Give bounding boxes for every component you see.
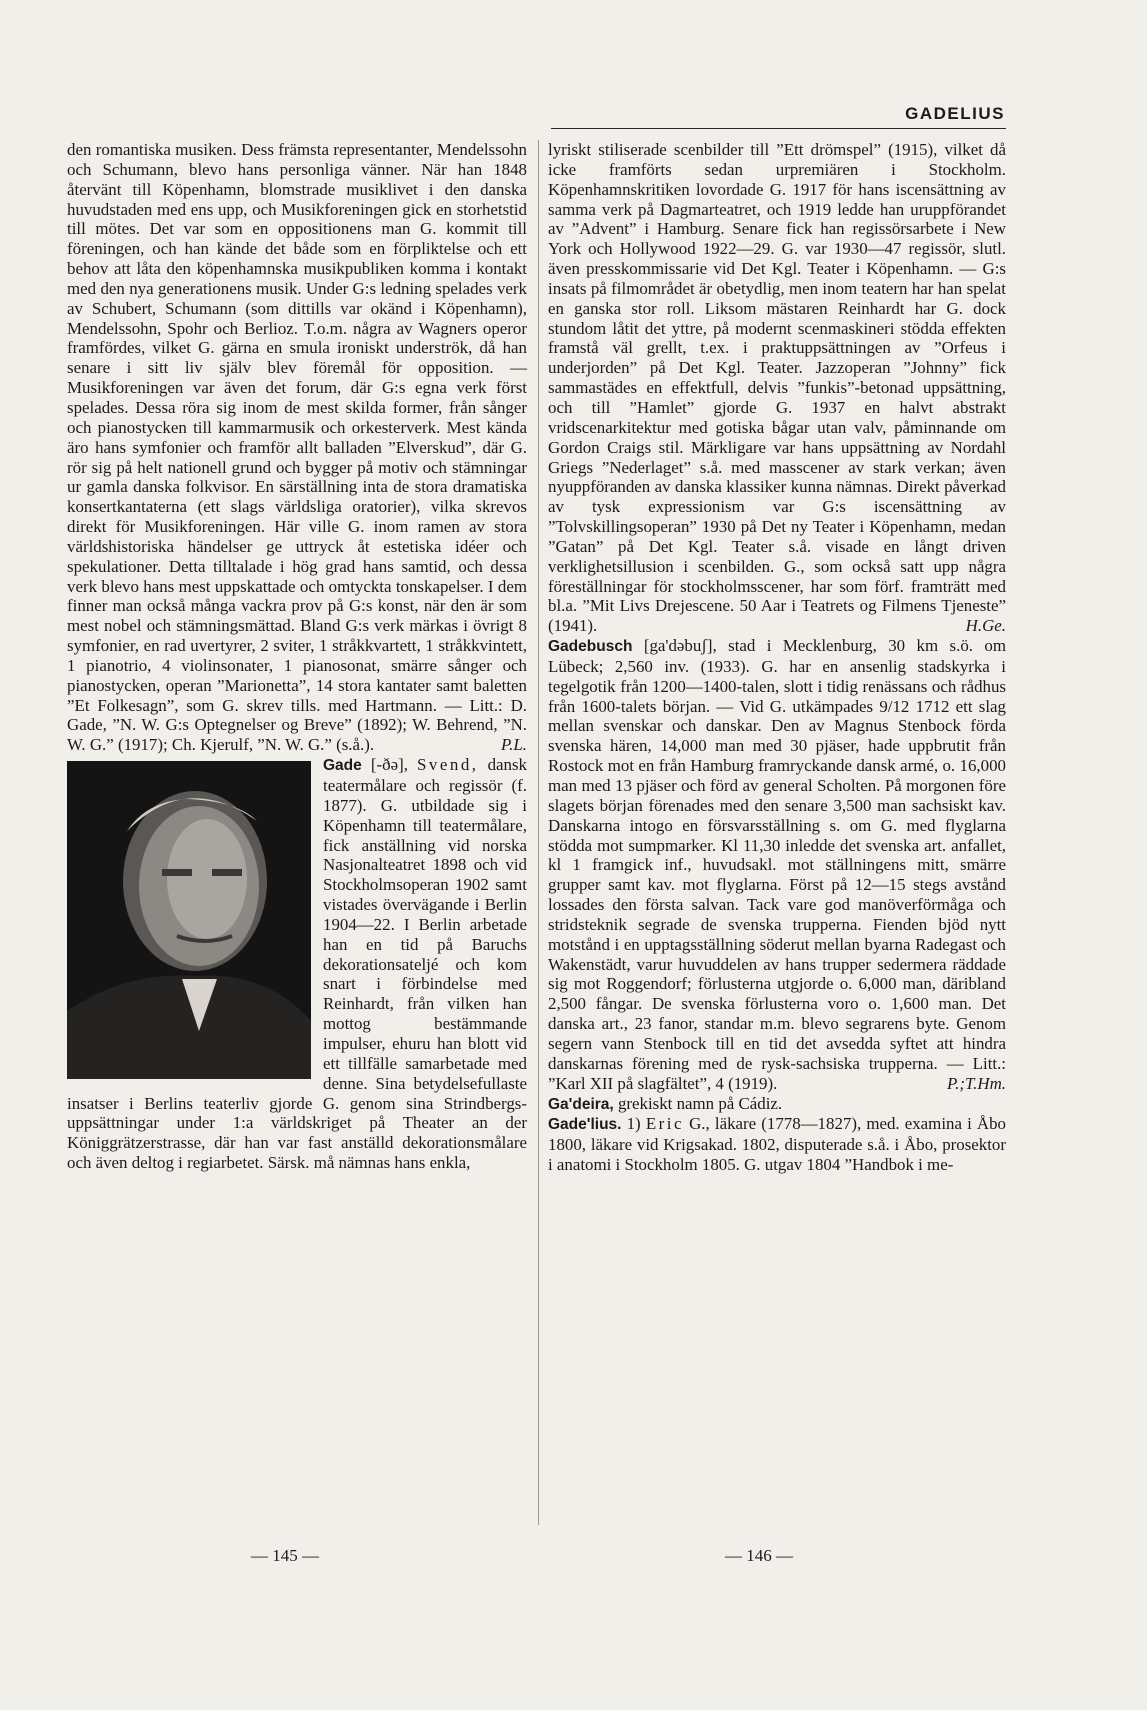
author-signature: P.;T.Hm. [947,1073,1006,1093]
headword: Gadebusch [548,638,633,656]
paragraph-text: den romantiska musiken. Dess främsta representanter, Mendelssohn och Schumann, blevo hans personliga vänner. När han 1848 återvänt till Köpenhamn, blomstrade musiklivet i den danska huvudstaden med ens upp, och Musikforeningen gick en storhetstid till mötes. Det var som en oppositionens man G. kommit till föreningen, och han kände det både som en förpliktelse och ett behov att låta den köpenhamnska musikpubliken komma i kontakt med den nya generationens musik. Under G:s ledning spelades verk av Schubert, Schumann (som dittills var okänd i Köpenhamn), Mendelssohn, Spohr och Berlioz. T.o.m. några av Wagners operor framfördes, vilket G. gärna en smula ironiskt underströk, då han senare i sitt liv själv blev föremål för opposition. — Musikforeningen var även det forum, där G:s egna verk först spelades. Dessa röra sig inom de mest skilda former, från sånger och pianostycken till kammarmusik och orkesterverk. Mest kända äro hans symfonier och framför allt balladen ”Elverskud”, där G. rör sig på helt nationell grund och bygger på motiv och stämningar ur gamla danska folkvisor. En särställning inta de stora dramatiska konsertkantaterna (ett slags världsliga oratorier), vilka skrevos direkt för Musikforeningen. Här ville G. inom ramen av stora världshistoriska händelser ge uttryck åt estetiska idéer och spekulationer. Detta tilltalade i hög grad hans samtid, och dessa verk blevo hans mest uppskattade och omtyckta tonskapelser. I dem finner man också många vackra prov på G:s konst, när den är som mest nobel och stämningsmättad. Bland G:s verk märkas i övrigt 8 symfonier, en rad uvertyrer, 2 sviter, 1 stråkkvartett, 1 stråkkvintett, 1 pianotrio, 4 violinsonater, 1 pianosonat, smärre sånger och pianostycken, operan ”Marionetta”, 14 stora kantater samt baletten ”Et Folkesagn”, som G. skrev tills. med Hartmann. — Litt.: D. Gade, ”N. W. G:s Optegnelser og Breve” (1892); W. Behrend, ”N. W. G.” (1917); Ch. Kjerulf, ”N. W. G.” (s.å.). [67,140,527,755]
paragraph-text: lyriskt stiliserade scenbilder till ”Ett drömspel” (1915), vilket då icke framförts sedan urpremiären i Stockholm. Köpenhamnskritiken lovordade G. 1917 för hans iscensättning av samma verk på Dagmarteatret, och 1919 ledde han uruppförandet av ”Advent” i Hamburg. Senare fick han regissörsarbete i New York och Hollywood 1922—29. G. var 1930—47 regissör, slutl. även presskommissarie vid Det Kgl. Teater i Köpenhamn. — G:s insats på filmområdet är obetydlig, men inom teatern har han spelat en ganska stor roll. Liksom mästaren Reinhardt har G. dock stundom låtit det yttre, på modernt scenmaskineri stödda effekten framstå väl grellt, t.ex. i praktuppsättningen av ”Orfeus i underjorden” på Det Kgl. Teater. Jazzoperan ”Johnny” fick sammastädes en effektfull, delvis ”funkis”-betonad uppsättning, och till ”Hamlet” gjorde G. 1937 en halvt abstrakt vridscenarkitektur med gotiska bågar utan valv, påminnande om Gordon Craigs stil. Märkligare var hans uppsättning av Nordahl Griegs ”Nederlaget” s.å. med masscener av stark verkan; även nyuppföranden av danska klassiker kunna nämnas. Direkt påverkad av tysk expressionism var G:s iscensättning av ”Tolvskillingsoperan” 1930 på Det ny Teater i Köpenhamn, medan ”Gatan” på Det Kgl. Teater s.å. visade en långt driven verklighetsillusion i scenbilden. G., som också satt upp några föreställningar för stockholmsscener, har som förf. framträtt med bl.a. ”Mit Livs Drejescene. 50 Aar i Teatrets og Filmens Tjeneste” (1941). [548,140,1006,636]
headword: Gade [323,757,362,775]
entry-gadelius [548,1114,1006,1175]
entry-text: G., läkare (1778—1827), med. examina i Åbo 1800, läkare vid Krigsakad. 1802, disputerade s.å. i Åbo, prosektor i anatomi i Stockholm 1805. G. utgav 1804 ”Handbok i me- [548,1114,1006,1175]
running-head: GADELIUS [905,104,1005,123]
article-continuation [548,140,1006,636]
entry-text: [ga'dəbuʃ], stad i Mecklenburg, 30 km s.ö. om Lübeck; 2,560 inv. (1933). G. har en ansenlig stadskyrka i tegelgotik från 1200—1400-talen, slott i tidig renässans och rådhus från 1600-talets början. — Vid G. utkämpades 9/12 1712 ett slag mellan svenskar och danskar. Den av Magnus Stenbock förda svenska hären, 14,000 man med 30 pjäser, hade uppbrutit från Rostock mot en från Hamburg framryckande dansk armé, o. 16,000 man med 13 pjäser och förd av general Scholten. På morgonen före slagets början förenades med den senare 3,500 man sachsiskt kav. Danskarna intogo en försvarsställning s. om G. med flyglarna stödda mot sumpmarker. Kl 11,30 inledde det svenska art. anfallet, kl 1 framgick inf., huvudsakl. mot ställningens mitt, smärre grupper samt kav. mot flyglarna. Först på 12—15 stegs avstånd lossades den första salvan. Tack vare god manöverförmåga och stridsteknik segrade de svenska trupperna. Fienden bjöd nytt motstånd i en upptagsställning söderut mellan byarna Radegast och Wakenstädt, varur huvuddelen av hans trupper sedermera räddade sig mot Roggendorf; förlusterna utgjorde o. 6,000 man, däribland 2,500 fångar. De svenska förlusterna voro o. 1,600 man. Det danska art., 23 fanor, standar m.m. blevo segrarens byte. Genom segern vann Stenbock till en tid det avsedda syftet att hindra danskarnas förening med de rysk-sachsiska trupperna. — Litt.: ”Karl XII på slagfältet”, 4 (1919). [548,636,1006,1093]
author-signature: P.L. [501,735,527,755]
given-name: Eric [645,1114,684,1134]
author-signature: H.Ge. [965,616,1006,636]
portrait-icon [67,761,311,1079]
entry-gadeira [548,1094,1006,1115]
portrait-photo [67,761,311,1079]
headword: Ga'deira, [548,1095,614,1113]
header-rule [551,128,1006,129]
entry-gade [67,755,527,1173]
entry-gadebusch [548,636,1006,1093]
left-column [67,140,527,1173]
given-name: Svend, [417,755,479,775]
article-paragraph [67,140,527,755]
headword: Gade'lius. [548,1116,622,1134]
page-number-right: — 146 — [725,1546,793,1565]
right-column [548,140,1006,1175]
column-divider [538,140,539,1525]
entry-number: 1) [626,1114,641,1134]
entry-text: dansk teatermålare och regissör (f. 1877). G. utbildade sig i Köpenhamn till teatermålare, fick anställning vid norska Nasjonalteatret 1898 och vid Stockholmsoperan 1902 samt vistades övervägande i Berlin 1904—22. I Berlin arbetade han en tid på Baruchs dekorationsateljé och kom snart i förbindelse med Reinhardt, från vilken han mottog bestämmande impulser, ehuru han blott vid ett tillfälle samarbetade med denne. Sina betydelsefullaste insatser i Berlins teaterliv gjorde G. genom sina Strindbergs-uppsättningar under 1:a världskriget på Theater an der Königgrätzerstrasse, där han var fast anställd dekorationsmålare och även deltog i regiarbetet. Särsk. må nämnas hans enkla, [67,755,527,1173]
entry-text: grekiskt namn på Cádiz. [617,1093,783,1113]
pronunciation: [-ðə], [370,755,408,775]
page-number-left: — 145 — [251,1546,319,1565]
